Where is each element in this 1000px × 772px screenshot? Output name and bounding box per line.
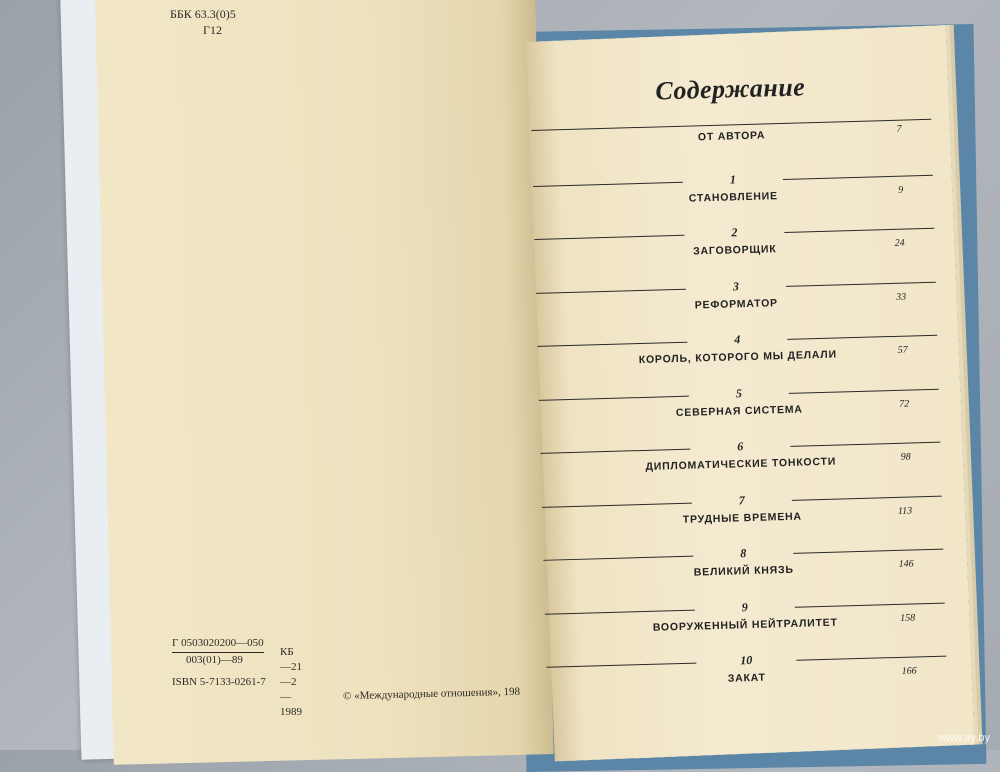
chapter-title: КОРОЛЬ, КОТОРОГО МЫ ДЕЛАЛИ	[638, 348, 838, 367]
page-number: 24	[894, 237, 905, 249]
chapter-title: ВООРУЖЕННЫЙ НЕЙТРАЛИТЕТ	[652, 616, 838, 634]
left-page	[95, 0, 554, 765]
chapter-title: СЕВЕРНАЯ СИСТЕМА	[675, 403, 803, 419]
chapter-number: 5	[735, 385, 743, 400]
table-of-contents	[530, 69, 948, 712]
catalog-code: Г12	[203, 23, 222, 37]
chapter-title: РЕФОРМАТОР	[694, 296, 779, 311]
page-number: 72	[899, 398, 910, 410]
chapter-number: 4	[734, 332, 741, 347]
chapter-title: ЗАКАТ	[727, 671, 766, 685]
chapter-title: ДИПЛОМАТИЧЕСКИЕ ТОНКОСТИ	[645, 455, 837, 473]
chapter-number: 6	[737, 439, 744, 454]
chapter-number: 7	[738, 492, 745, 507]
chapter-title: ВЕЛИКИЙ КНЯЗЬ	[693, 563, 794, 579]
page-number: 113	[897, 504, 913, 517]
bbk-code: ББК 63.3(0)5	[170, 7, 236, 21]
chapter-number: 2	[731, 225, 738, 240]
toc-title: Содержание	[655, 72, 806, 106]
page-number: 9	[898, 184, 904, 196]
page-number: 7	[896, 123, 902, 135]
chapter-title: СТАНОВЛЕНИЕ	[688, 189, 779, 205]
isbn: ISBN 5-7133-0261-7	[172, 676, 266, 688]
page-number: 146	[898, 558, 914, 570]
chapter-number: 9	[741, 599, 748, 614]
chapter-title: ЗАГОВОРЩИК	[693, 243, 777, 258]
chapter-number: 1	[729, 171, 737, 186]
copyright: © «Международные отношения», 198	[342, 685, 521, 703]
chapter-title: ОТ АВТОРА	[697, 129, 766, 144]
page-number: 57	[897, 344, 908, 356]
page-number: 33	[896, 291, 907, 303]
toc-entries	[531, 113, 947, 712]
chapter-number: 10	[740, 653, 753, 668]
catalog-kb: КБ—21—2—1989	[280, 646, 302, 718]
catalog-line-2: 003(01)—89	[186, 654, 243, 666]
page-number: 166	[901, 665, 917, 677]
page-number: 158	[900, 611, 916, 624]
catalog-line-1: Г 0503020200—050	[172, 636, 264, 653]
chapter-number: 8	[740, 546, 747, 561]
chapter-number: 3	[732, 278, 740, 293]
toc-entry	[546, 648, 947, 713]
watermark: www.ay.by	[938, 732, 990, 744]
page-number: 98	[900, 451, 911, 463]
chapter-title: ТРУДНЫЕ ВРЕМЕНА	[682, 510, 802, 526]
